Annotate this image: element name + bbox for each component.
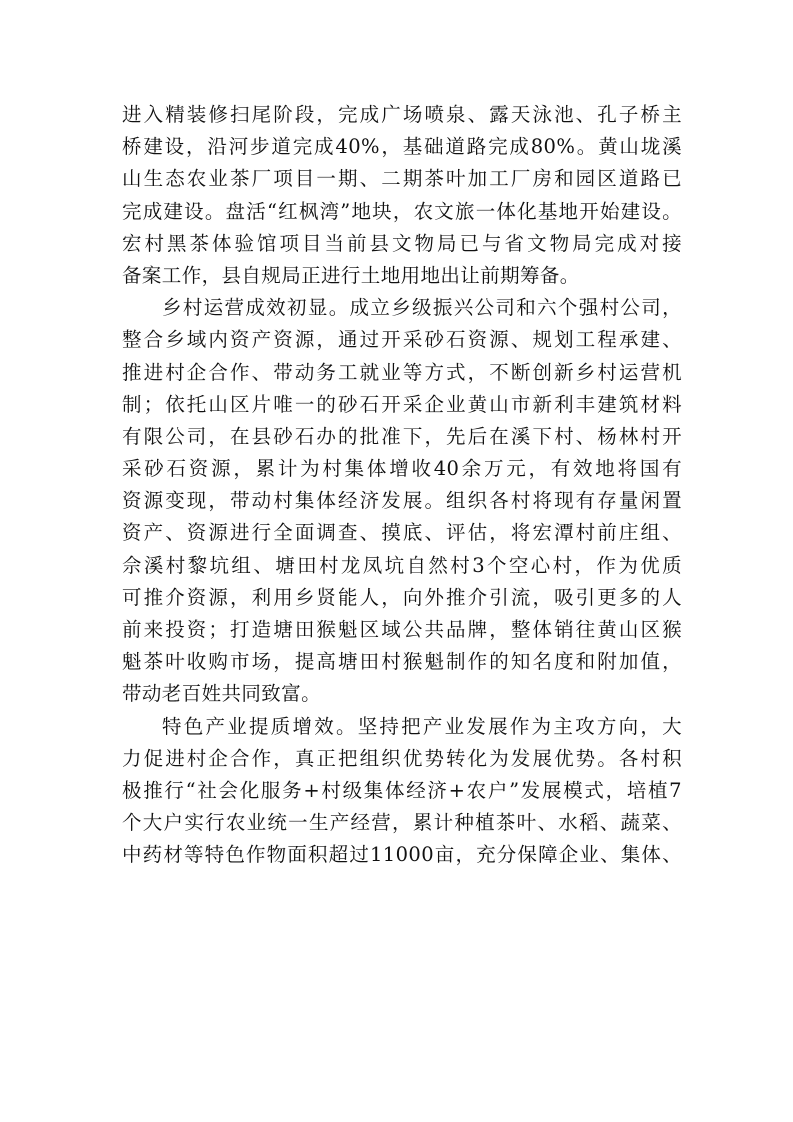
paragraph-2-line-5: 有限公司，在县砂石办的批准下，先后在溪下村、杨林村开 xyxy=(122,424,682,448)
paragraph-2-line-11: 前来投资；打造塘田猴魁区域公共品牌，整体销往黄山区猴 xyxy=(122,618,682,641)
paragraph-2-line-4: 制；依托山区片唯一的砂石开采企业黄山市新利丰建筑材料 xyxy=(122,392,682,416)
paragraph-1-line-5: 宏村黑茶体验馆项目当前县文物局已与省文物局完成对接 xyxy=(122,231,682,255)
paragraph-2-line-3: 推进村企合作、带动务工就业等方式，不断创新乡村运营机 xyxy=(122,360,682,384)
paragraph-1-line-2: 桥建设，沿河步道完成40%，基础道路完成80%。黄山垅溪 xyxy=(122,135,682,159)
paragraph-2-line-9: 佘溪村黎坑组、塘田村龙凤坑自然村3个空心村，作为优质 xyxy=(122,553,682,577)
paragraph-3-line-5: 中药材等特色作物面积超过11000亩，充分保障企业、集体、 xyxy=(122,843,682,867)
paragraph-3-line-1: 特色产业提质增效。坚持把产业发展作为主攻方向，大 xyxy=(162,714,682,738)
paragraph-2-line-13: 带动老百姓共同致富。 xyxy=(122,682,322,706)
paragraph-1-line-3: 山生态农业茶厂项目一期、二期茶叶加工厂房和园区道路已 xyxy=(122,167,682,191)
paragraph-3-line-2: 力促进村企合作，真正把组织优势转化为发展优势。各村积 xyxy=(122,746,682,770)
paragraph-3-line-4: 个大户实行农业统一生产经营，累计种植茶叶、水稻、蔬菜、 xyxy=(122,811,682,835)
paragraph-2-line-1: 乡村运营成效初显。成立乡级振兴公司和六个强村公司， xyxy=(162,296,682,320)
paragraph-2-line-2: 整合乡域内资产资源，通过开采砂石资源、规划工程承建、 xyxy=(122,328,682,352)
paragraph-2-line-6: 采砂石资源，累计为村集体增收40余万元，有效地将国有 xyxy=(122,457,682,481)
paragraph-2-line-8: 资产、资源进行全面调查、摸底、评估，将宏潭村前庄组、 xyxy=(122,521,682,545)
paragraph-2-line-7: 资源变现，带动村集体经济发展。组织各村将现有存量闲置 xyxy=(122,489,682,513)
paragraph-1-line-4: 完成建设。盘活“红枫湾”地块，农文旅一体化基地开始建设。 xyxy=(122,199,682,223)
paragraph-2-line-12: 魁茶叶收购市场，提高塘田村猴魁制作的知名度和附加值， xyxy=(122,650,682,674)
paragraph-2-line-10: 可推介资源，利用乡贤能人，向外推介引流，吸引更多的人 xyxy=(122,585,682,609)
paragraph-3-line-3: 极推行“社会化服务+村级集体经济+农户”发展模式，培植7 xyxy=(122,778,682,802)
paragraph-1-line-6: 备案工作，县自规局正进行土地用地出让前期筹备。 xyxy=(122,263,580,287)
paragraph-1-line-1: 进入精装修扫尾阶段，完成广场喷泉、露天泳池、孔子桥主 xyxy=(122,103,682,126)
document-body xyxy=(122,99,682,872)
